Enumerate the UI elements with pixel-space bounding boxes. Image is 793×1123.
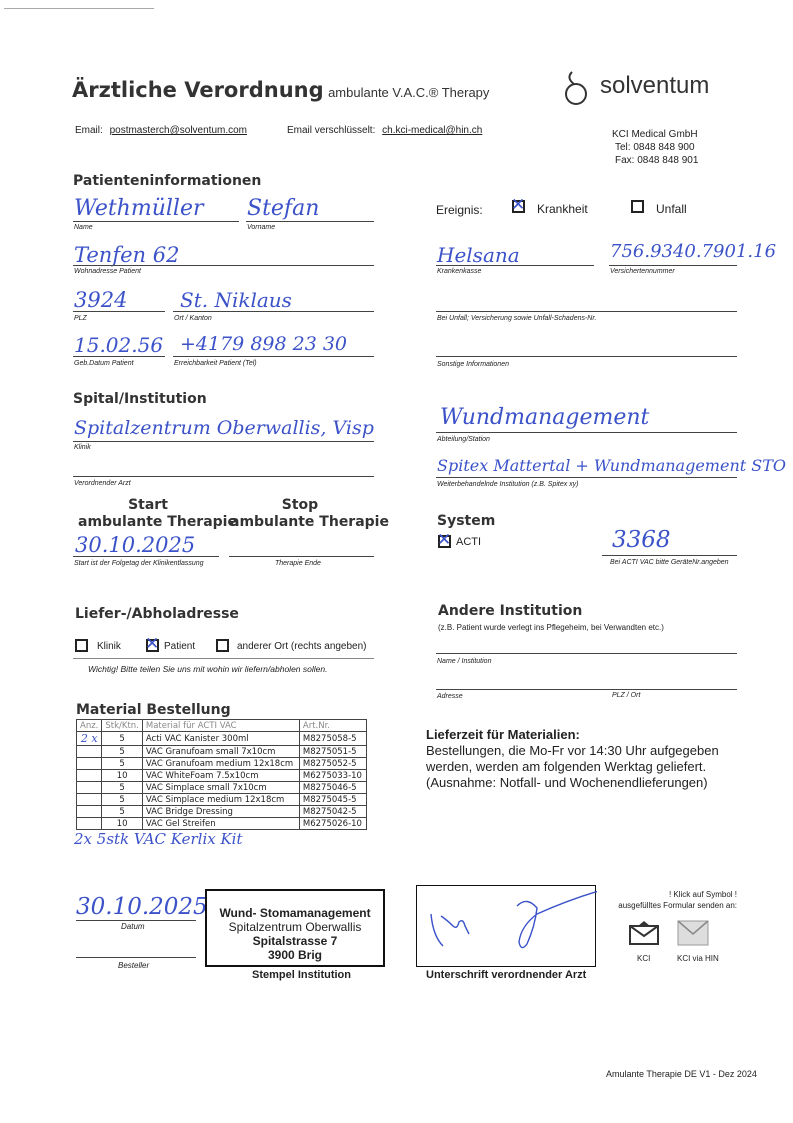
versnr-label: Versichertennummer (610, 268, 675, 275)
lieferzeit-title: Lieferzeit für Materialien: (426, 727, 580, 742)
patient-adresse-label: Wohnadresse Patient (74, 268, 141, 275)
material-header-row (77, 720, 367, 732)
patient-vorname-label: Vorname (247, 224, 276, 231)
patient-plz-line (73, 311, 165, 312)
material-stk: 5 (102, 782, 143, 794)
klick-line2: ausgefülltes Formular senden an: (618, 901, 737, 910)
material-section-title: Material Bestellung (76, 702, 231, 718)
abteilung-label: Abteilung/Station (437, 436, 490, 443)
stamp-line1: Wund- Stomamanagement (219, 906, 371, 920)
material-name: VAC Bridge Dressing (142, 806, 299, 818)
table-row[interactable] (77, 746, 367, 758)
start-date-value[interactable]: 30.10.2025 (75, 533, 196, 557)
material-stk: 10 (102, 770, 143, 782)
table-row[interactable] (77, 770, 367, 782)
andere-plz-label: PLZ / Ort (612, 692, 641, 699)
lieferzeit-line3: (Ausnahme: Notfall- und Wochenendlieferungen) (426, 775, 708, 790)
material-artnr: M8275045-5 (299, 794, 366, 806)
material-col-anz: Anz. (77, 720, 102, 732)
table-row[interactable] (77, 806, 367, 818)
material-qty[interactable] (77, 818, 102, 830)
material-name: VAC Granufoam small 7x10cm (142, 746, 299, 758)
material-stk: 5 (102, 794, 143, 806)
table-row[interactable] (77, 732, 367, 746)
material-stk: 5 (102, 806, 143, 818)
brand-name: solventum (600, 72, 710, 99)
sonstige-label: Sonstige Informationen (437, 361, 509, 368)
liefer-hint: Wichtig! Bitte teilen Sie uns mit wohin wir liefern/abholen sollen. (88, 664, 328, 674)
liefer-anderer-checkbox[interactable] (216, 639, 229, 652)
patient-adresse-line (73, 265, 374, 266)
material-col-name: Material für ACTI VAC (142, 720, 299, 732)
email-enc-row (287, 125, 482, 136)
email-link[interactable]: postmasterch@solventum.com (109, 125, 247, 136)
patient-ort-line (173, 311, 374, 312)
material-qty[interactable]: 2 x (77, 732, 102, 746)
stop-date-line[interactable] (229, 556, 374, 557)
andere-adresse-label: Adresse (437, 693, 463, 700)
andere-name-label: Name / Institution (437, 658, 492, 665)
start-title-1: Start (128, 497, 168, 513)
material-qty[interactable] (77, 782, 102, 794)
email-enc-label: Email verschlüsselt: (287, 125, 376, 136)
patient-name-line (73, 221, 239, 222)
material-artnr: M8275046-5 (299, 782, 366, 794)
stop-title-1: Stop (281, 497, 319, 513)
datum-label: Datum (121, 922, 145, 931)
material-name: VAC Granufoam medium 12x18cm (142, 758, 299, 770)
send-kci-hin-icon[interactable] (675, 918, 711, 948)
lieferzeit-line2: werden, werden am folgenden Werktag geliefert. (426, 759, 707, 774)
liefer-anderer-label: anderer Ort (rechts angeben) (237, 641, 367, 652)
table-row[interactable] (77, 758, 367, 770)
top-rule (4, 8, 154, 9)
geraet-line (602, 555, 737, 556)
stop-title (230, 497, 389, 531)
andere-section-title: Andere Institution (438, 603, 583, 619)
material-artnr: M6275026-10 (299, 818, 366, 830)
email-row (75, 125, 247, 136)
lieferzeit-block (426, 727, 719, 791)
material-table (76, 719, 367, 830)
patient-name-label: Name (74, 224, 93, 231)
stop-title-2: ambulante Therapie (230, 514, 389, 530)
material-stk: 5 (102, 732, 143, 746)
solventum-logo-icon (562, 66, 602, 112)
patient-ort-value[interactable]: St. Niklaus (180, 288, 292, 312)
andere-adresse-line[interactable] (436, 689, 737, 690)
material-artnr: M8275058-5 (299, 732, 366, 746)
form-header (72, 78, 489, 102)
material-name: VAC Gel Streifen (142, 818, 299, 830)
geraet-value[interactable]: 3368 (612, 527, 671, 553)
arzt-label: Verordnender Arzt (74, 480, 131, 487)
start-date-label: Start ist der Folgetag der Klinikentlassung (74, 560, 204, 567)
datum-line (76, 920, 196, 921)
stempel-label: Stempel Institution (252, 969, 351, 981)
kci-label: KCI (637, 954, 651, 963)
arzt-line[interactable] (73, 476, 374, 477)
lieferzeit-line1: Bestellungen, die Mo-Fr vor 14:30 Uhr aufgegeben (426, 743, 719, 758)
patient-tel-label: Erreichbarkeit Patient (Tel) (174, 360, 257, 367)
patient-name-value[interactable]: Wethmüller (74, 196, 204, 221)
krankenkasse-value[interactable]: Helsana (437, 243, 520, 267)
material-artnr: M8275052-5 (299, 758, 366, 770)
krankenkasse-line (436, 265, 594, 266)
sonstige-line[interactable] (436, 356, 737, 357)
krankheit-checkbox[interactable] (512, 200, 525, 213)
liefer-patient-label: Patient (164, 641, 196, 652)
klinik-label: Klinik (74, 444, 91, 451)
liefer-klinik-label: Klinik (97, 641, 121, 652)
acti-checkbox[interactable] (438, 535, 451, 548)
unfall-vers-line[interactable] (436, 311, 737, 312)
material-name: VAC Simplace small 7x10cm (142, 782, 299, 794)
material-qty[interactable] (77, 770, 102, 782)
patient-geb-label: Geb.Datum Patient (74, 360, 134, 367)
patient-geb-line (73, 356, 165, 357)
material-stk: 5 (102, 746, 143, 758)
material-col-artnr: Art.Nr. (299, 720, 366, 732)
signature-box[interactable] (416, 885, 596, 967)
company-tel: Tel: 0848 848 900 (615, 142, 695, 153)
patient-vorname-value[interactable]: Stefan (247, 196, 320, 221)
unfall-vers-label: Bei Unfall; Versicherung sowie Unfall-Schadens-Nr. (437, 315, 597, 322)
unfall-checkbox[interactable] (631, 200, 644, 213)
stamp-line3: Spitalstrasse 7 (252, 934, 338, 948)
form-version: Amulante Therapie DE V1 - Dez 2024 (606, 1069, 757, 1079)
andere-sub: (z.B. Patient wurde verlegt ins Pflegeheim, bei Verwandten etc.) (438, 623, 664, 632)
ereignis-label: Ereignis: (436, 203, 483, 217)
patient-ort-label: Ort / Kanton (174, 315, 212, 322)
company-info (612, 128, 698, 167)
material-stk: 5 (102, 758, 143, 770)
liefer-section-title: Liefer-/Abholadresse (75, 606, 239, 622)
material-name: VAC WhiteFoam 7.5x10cm (142, 770, 299, 782)
versnr-value[interactable]: 756.9340.7901.16 (610, 241, 777, 262)
table-row[interactable] (77, 818, 367, 830)
klinik-line (73, 441, 374, 442)
unfall-label: Unfall (656, 202, 687, 216)
weiter-line (436, 477, 737, 478)
liefer-patient-checkbox[interactable] (146, 639, 159, 652)
material-name: Acti VAC Kanister 300ml (142, 732, 299, 746)
start-title-2: ambulante Therapie (78, 514, 237, 530)
patient-section-title: Patienteninformationen (73, 173, 262, 189)
send-kci-icon[interactable] (628, 920, 660, 946)
start-title (78, 497, 237, 531)
besteller-line[interactable] (76, 957, 196, 958)
stamp-line4: 3900 Brig (267, 948, 323, 962)
weiter-value[interactable]: Spitex Mattertal + Wundmanagement STO (437, 456, 787, 475)
table-row[interactable] (77, 794, 367, 806)
form-subtitle: ambulante V.A.C.® Therapy (328, 85, 490, 100)
patient-plz-value[interactable]: 3924 (74, 288, 128, 312)
material-col-stk: Stk/Ktn. (102, 720, 143, 732)
patient-plz-label: PLZ (74, 315, 87, 322)
patient-tel-line (173, 356, 374, 357)
klick-line1: ! Klick auf Symbol ! (668, 890, 737, 899)
abteilung-value[interactable]: Wundmanagement (440, 405, 650, 430)
unterschrift-label: Unterschrift verordnender Arzt (426, 969, 587, 981)
material-qty[interactable] (77, 758, 102, 770)
liefer-klinik-checkbox[interactable] (75, 639, 88, 652)
start-date-line (73, 556, 219, 557)
klinik-value[interactable]: Spitalzentrum Oberwallis, Visp (74, 417, 374, 439)
geraet-label: Bei ACTI VAC bitte GeräteNr.angeben (610, 559, 729, 566)
email-label: Email: (75, 125, 103, 136)
material-qty[interactable] (77, 806, 102, 818)
patient-tel-value[interactable]: +4179 898 23 30 (180, 333, 348, 355)
company-name: KCI Medical GmbH (612, 129, 698, 140)
form-title: Ärztliche Verordnung (72, 78, 324, 102)
company-fax: Fax: 0848 848 901 (615, 155, 699, 166)
material-name: VAC Simplace medium 12x18cm (142, 794, 299, 806)
stamp-line2: Spitalzentrum Oberwallis (228, 920, 362, 934)
spital-section-title: Spital/Institution (73, 391, 207, 407)
material-stk: 10 (102, 818, 143, 830)
kci-hin-label: KCI via HIN (677, 954, 719, 963)
krankenkasse-label: Krankenkasse (437, 268, 482, 275)
acti-label: ACTI (456, 536, 482, 548)
table-row[interactable] (77, 782, 367, 794)
krankheit-label: Krankheit (537, 202, 588, 216)
abteilung-line (436, 432, 737, 433)
material-artnr: M8275042-5 (299, 806, 366, 818)
material-qty[interactable] (77, 794, 102, 806)
email-enc-link[interactable]: ch.kci-medical@hin.ch (382, 125, 483, 136)
weiter-label: Weiterbehandelnde Institution (z.B. Spitex xy) (437, 481, 579, 488)
datum-value[interactable]: 30.10.2025 (76, 894, 208, 920)
liefer-divider (73, 658, 374, 659)
andere-name-line[interactable] (436, 653, 737, 654)
system-section-title: System (437, 513, 496, 529)
signature-scribble (417, 886, 597, 968)
patient-vorname-line (246, 221, 374, 222)
patient-adresse-value[interactable]: Tenfen 62 (74, 243, 180, 267)
material-artnr: M6275033-10 (299, 770, 366, 782)
patient-geb-value[interactable]: 15.02.56 (74, 333, 164, 357)
material-qty[interactable] (77, 746, 102, 758)
versnr-line (609, 265, 737, 266)
material-extra-value[interactable]: 2x 5stk VAC Kerlix Kit (74, 830, 243, 848)
klick-hint (607, 889, 737, 911)
stamp-box (205, 889, 385, 967)
besteller-label: Besteller (118, 961, 150, 970)
stop-date-label: Therapie Ende (275, 560, 321, 567)
material-artnr: M8275051-5 (299, 746, 366, 758)
